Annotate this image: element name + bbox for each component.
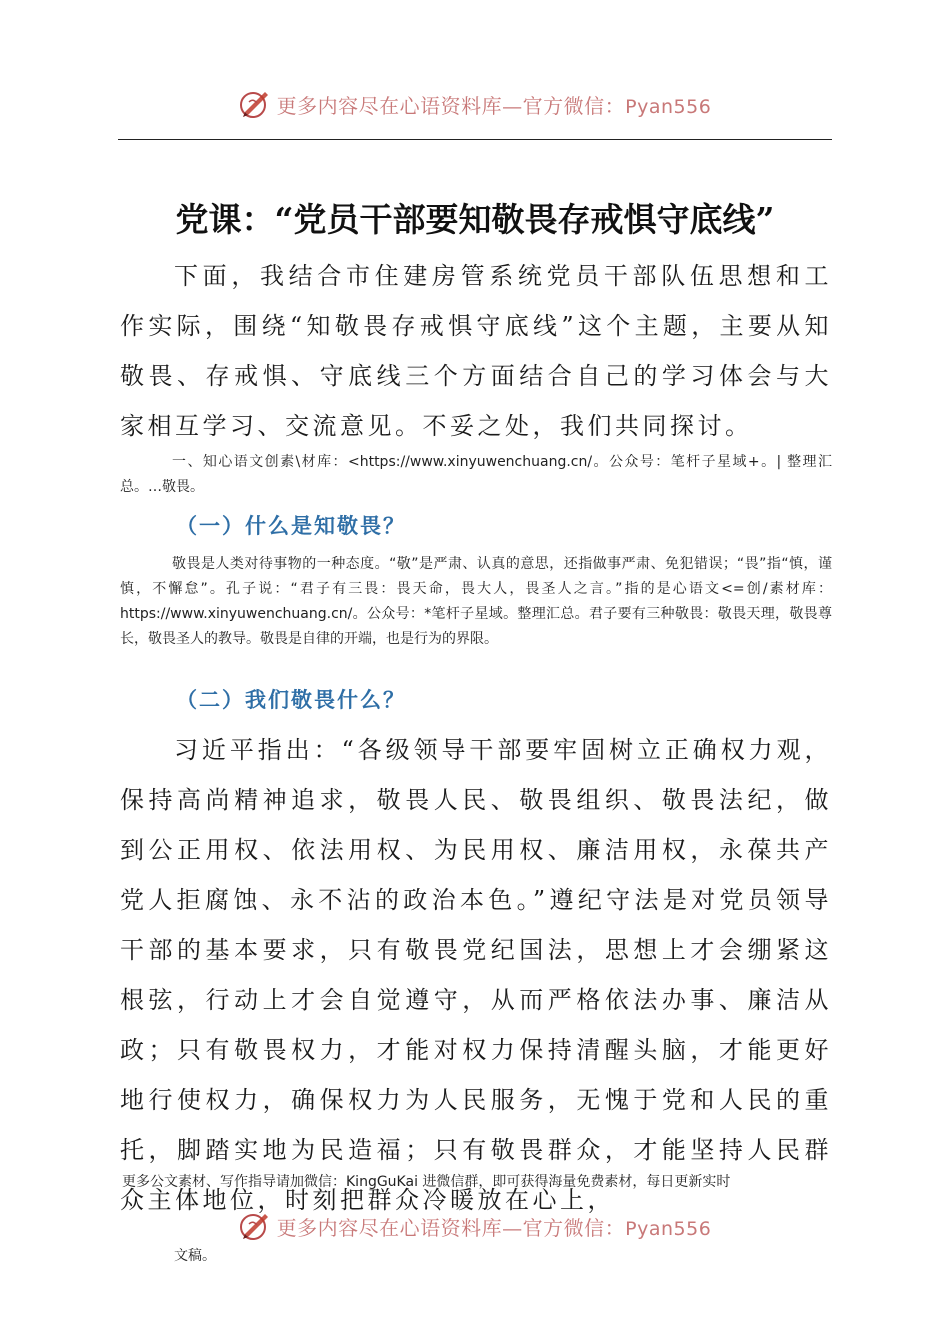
page-title: 党课：“党员干部要知敬畏存戒惧守底线” <box>175 200 775 240</box>
pen-logo-icon <box>239 88 271 120</box>
footer-note-tail: 文稿。 <box>174 1248 216 1264</box>
body-paragraph-2: 敬畏是人类对待事物的一种态度。“敬”是严肃、认真的意思，还指做事严肃、免犯错误；“畏”指“慎，谨慎，不懈怠”。孔子说：“君子有三畏：畏天命，畏大人，畏圣人之言。”指的是心语文<=创/素材库：https://www.xinyuwenchuang.cn/。公众号：*笔杆子星域。整理汇总。君子要有三种敬畏：敬畏天理，敬畏尊长，敬畏圣人的教导。敬畏是自律的开端，也是行为的界限。 <box>120 556 832 647</box>
banner-text: 更多内容尽在心语资料库—官方微信：Pyan556 <box>276 93 712 118</box>
body-paragraph-3: 习近平指出：“各级领导干部要牢固树立正确权力观，保持高尚精神追求，敬畏人民、敬畏组织、敬畏法纪，做到公正用权、依法用权、为民用权、廉洁用权，永葆共产党人拒腐蚀、永不沾的政治本色。”遵纪守法是对党员领导干部的基本要求，只有敬畏党纪国法，思想上才会绷紧这根弦，行动上才会自觉遵守，从而严格依法办事、廉洁从政；只有敬畏权力，才能对权力保持清醒头脑，才能更好地行使权力，确保权力为人民服务，无愧于党和人民的重托，脚踏实地为民造福；只有敬畏群众，才能坚持人民群众主体地位，时刻把群众冷暖放在心上， <box>120 736 832 1214</box>
pen-logo-icon <box>239 1210 271 1242</box>
intro-paragraph: 下面，我结合市住建房管系统党员干部队伍思想和工作实际，围绕“知敬畏存戒惧守底线”这个主题，主要从知敬畏、存戒惧、守底线三个方面结合自己的学习体会与大家相互学习、交流意见。不妥之处，我们共同探讨。 <box>120 262 832 440</box>
banner-text: 更多内容尽在心语资料库—官方微信：Pyan556 <box>276 1215 712 1240</box>
footer-note: 更多公文素材、写作指导请加微信：KingGuKai 进微信群，即可获得海量免费素材，每日更新实时 <box>122 1174 731 1190</box>
header-divider <box>118 139 832 140</box>
section-heading-2: （二）我们敬畏什么？ <box>176 687 406 712</box>
banner-handle: Pyan556 <box>625 1217 712 1240</box>
source-note: 一、知心语文创素\材库：<https://www.xinyuwenchuang.cn/。公众号：笔杆子星域+。| 整理汇总。…敬畏。 <box>120 454 832 495</box>
footer-banner <box>0 1206 950 1246</box>
header-banner <box>0 84 950 124</box>
banner-handle: Pyan556 <box>625 95 712 118</box>
section-heading-1: （一）什么是知敬畏？ <box>176 513 406 538</box>
